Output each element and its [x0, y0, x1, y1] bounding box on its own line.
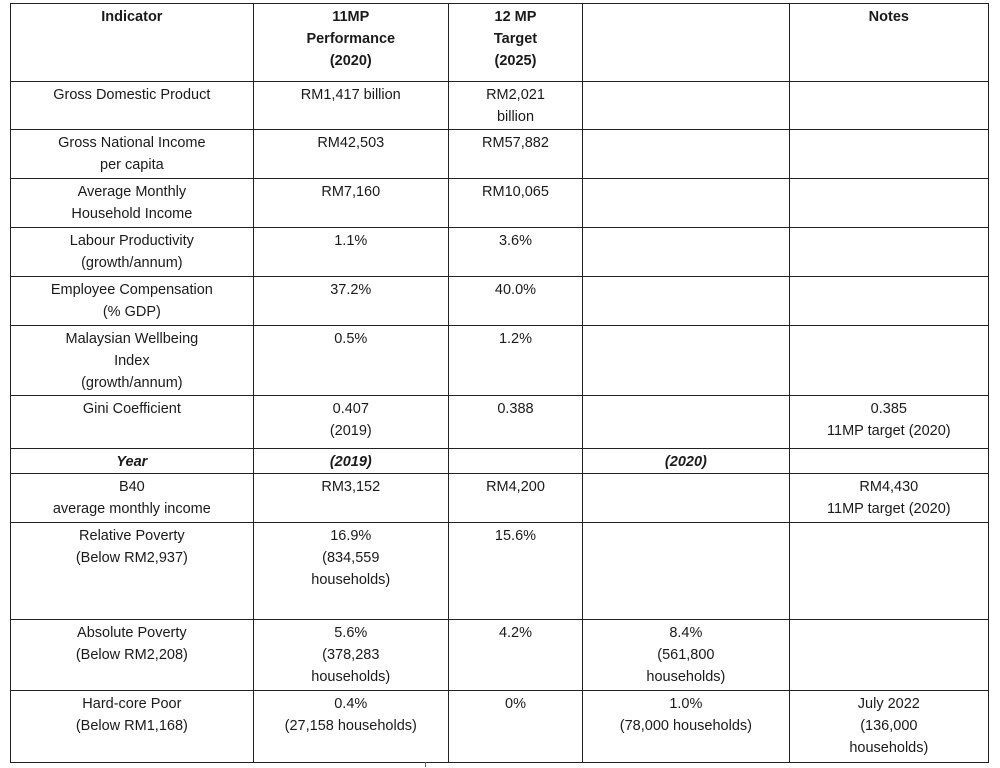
table-row — [11, 620, 989, 691]
cell-11mp: 1.1% — [253, 228, 448, 277]
cell-notes — [789, 228, 988, 277]
cell-notes: RM4,430 11MP target (2020) — [789, 474, 988, 523]
page-mark — [425, 762, 426, 767]
cell-notes — [789, 523, 988, 620]
cell-indicator: Average Monthly Household Income — [11, 179, 254, 228]
table-row — [11, 691, 989, 763]
cell-col4 — [583, 474, 790, 523]
year-notes — [789, 449, 988, 474]
header-11mp-performance: 11MP Performance (2020) — [253, 4, 448, 82]
cell-12mp: RM57,882 — [448, 130, 582, 179]
cell-11mp: 0.407 (2019) — [253, 396, 448, 449]
cell-12mp: RM10,065 — [448, 179, 582, 228]
cell-col4: 8.4% (561,800 households) — [583, 620, 790, 691]
cell-11mp: 37.2% — [253, 277, 448, 326]
cell-11mp: RM3,152 — [253, 474, 448, 523]
cell-indicator: Employee Compensation (% GDP) — [11, 277, 254, 326]
table-row — [11, 326, 989, 396]
cell-notes — [789, 82, 988, 130]
cell-col4 — [583, 228, 790, 277]
cell-indicator: Gross National Income per capita — [11, 130, 254, 179]
cell-notes: July 2022 (136,000 households) — [789, 691, 988, 763]
cell-indicator: Gini Coefficient — [11, 396, 254, 449]
table-row — [11, 474, 989, 523]
cell-notes: 0.385 11MP target (2020) — [789, 396, 988, 449]
cell-indicator: Labour Productivity (growth/annum) — [11, 228, 254, 277]
cell-notes — [789, 130, 988, 179]
cell-indicator: B40 average monthly income — [11, 474, 254, 523]
table-row — [11, 523, 989, 620]
cell-11mp: RM7,160 — [253, 179, 448, 228]
cell-12mp: RM2,021 billion — [448, 82, 582, 130]
header-indicator: Indicator — [11, 4, 254, 82]
cell-notes — [789, 179, 988, 228]
cell-11mp: RM1,417 billion — [253, 82, 448, 130]
cell-indicator: Absolute Poverty (Below RM2,208) — [11, 620, 254, 691]
cell-col4 — [583, 523, 790, 620]
cell-col4: 1.0% (78,000 households) — [583, 691, 790, 763]
year-label: Year — [11, 449, 254, 474]
cell-indicator: Malaysian Wellbeing Index (growth/annum) — [11, 326, 254, 396]
cell-notes — [789, 620, 988, 691]
cell-12mp: 3.6% — [448, 228, 582, 277]
cell-11mp: RM42,503 — [253, 130, 448, 179]
cell-12mp: 40.0% — [448, 277, 582, 326]
cell-12mp: RM4,200 — [448, 474, 582, 523]
cell-11mp: 0.5% — [253, 326, 448, 396]
table-row — [11, 228, 989, 277]
cell-12mp: 15.6% — [448, 523, 582, 620]
header-notes: Notes — [789, 4, 988, 82]
cell-indicator: Gross Domestic Product — [11, 82, 254, 130]
header-blank — [583, 4, 790, 82]
cell-12mp: 0.388 — [448, 396, 582, 449]
table-row — [11, 277, 989, 326]
year-row — [11, 449, 989, 474]
cell-12mp: 1.2% — [448, 326, 582, 396]
cell-col4 — [583, 277, 790, 326]
cell-12mp: 4.2% — [448, 620, 582, 691]
year-11mp: (2019) — [253, 449, 448, 474]
cell-11mp: 0.4% (27,158 households) — [253, 691, 448, 763]
cell-12mp: 0% — [448, 691, 582, 763]
cell-col4 — [583, 179, 790, 228]
cell-11mp: 5.6% (378,283 households) — [253, 620, 448, 691]
table-header-row — [11, 4, 989, 82]
cell-col4 — [583, 396, 790, 449]
header-12mp-target: 12 MP Target (2025) — [448, 4, 582, 82]
year-12mp — [448, 449, 582, 474]
indicator-table — [10, 3, 989, 763]
cell-indicator: Relative Poverty (Below RM2,937) — [11, 523, 254, 620]
cell-col4 — [583, 326, 790, 396]
cell-11mp: 16.9% (834,559 households) — [253, 523, 448, 620]
cell-col4 — [583, 82, 790, 130]
cell-notes — [789, 326, 988, 396]
table-row — [11, 179, 989, 228]
cell-indicator: Hard-core Poor (Below RM1,168) — [11, 691, 254, 763]
table-row — [11, 130, 989, 179]
table-row — [11, 396, 989, 449]
table-row — [11, 82, 989, 130]
cell-col4 — [583, 130, 790, 179]
cell-notes — [789, 277, 988, 326]
year-col4: (2020) — [583, 449, 790, 474]
